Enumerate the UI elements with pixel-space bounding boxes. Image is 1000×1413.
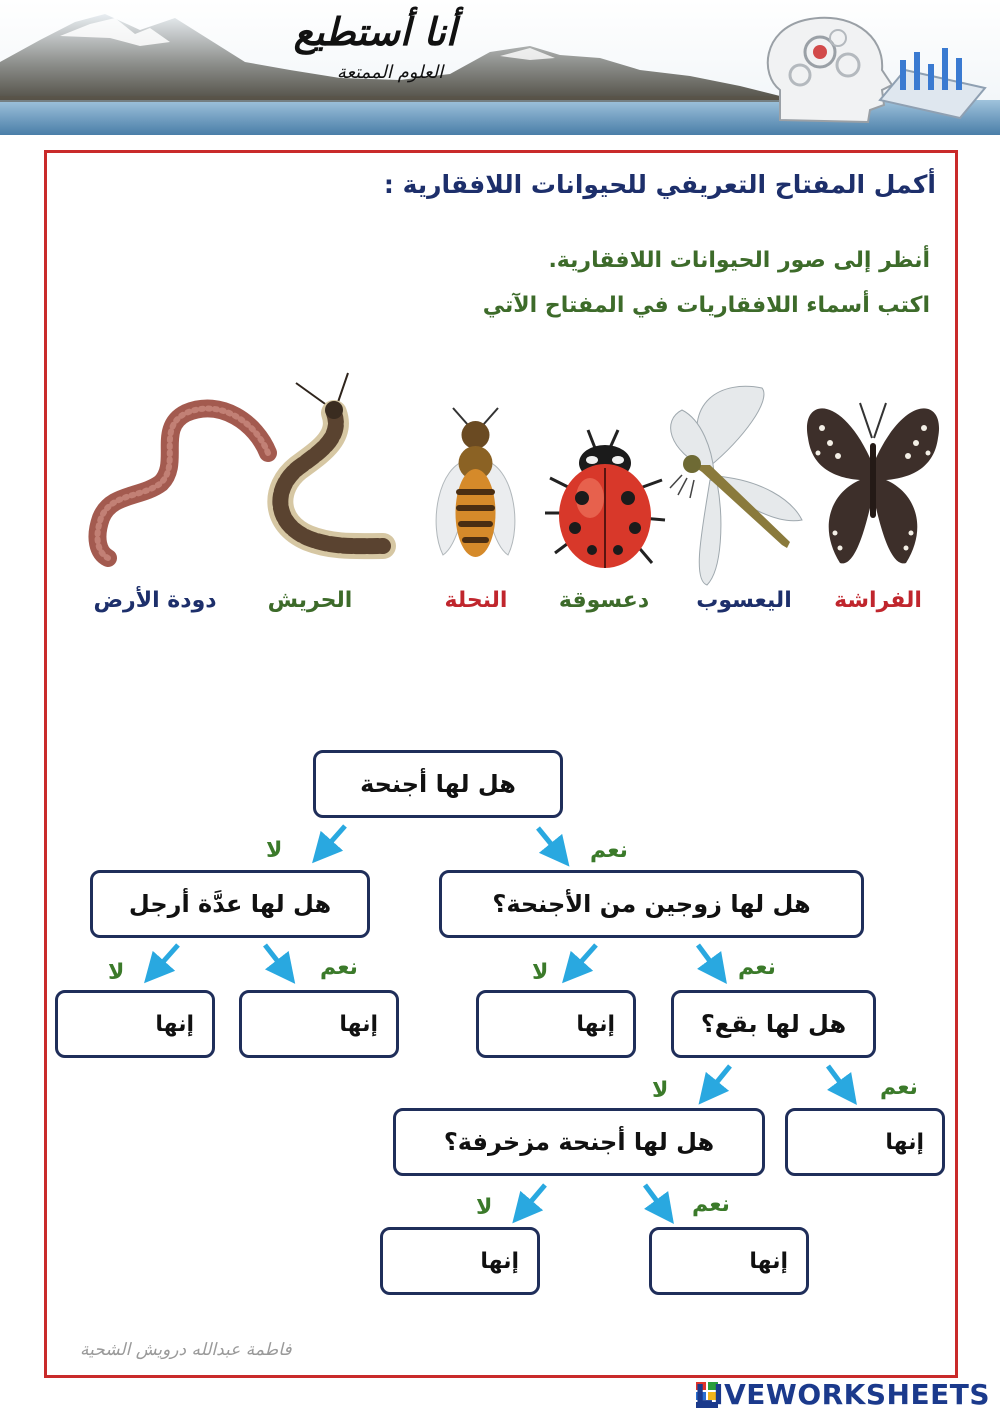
animal-label-bee: النحلة xyxy=(444,588,508,613)
label-no-q3: لا xyxy=(108,960,125,985)
answer-box-q3-no[interactable] xyxy=(55,990,215,1058)
arrow-q1-yes xyxy=(538,828,560,855)
answer-prefix: إنها xyxy=(885,1129,924,1155)
arrow-q5-yes xyxy=(645,1185,665,1212)
label-yes-q5: نعم xyxy=(692,1192,730,1217)
author-signature: فاطمة عبدالله درويش الشحية xyxy=(80,1340,292,1360)
animal-label-dragonfly: اليعسوب xyxy=(696,588,792,613)
task-heading: أكمل المفتاح التعريفي للحيوانات اللافقارية : xyxy=(383,170,936,199)
question-patterned-wings xyxy=(393,1108,765,1176)
label-no-q1: لا xyxy=(266,838,283,863)
label-no-q5: لا xyxy=(476,1195,493,1220)
label-yes-q4: نعم xyxy=(880,1075,918,1100)
arrow-q2-yes xyxy=(698,945,718,972)
instruction-line-1: أنظر إلى صور الحيوانات اللافقارية. xyxy=(548,248,930,273)
question-has-wings xyxy=(313,750,563,818)
animal-label-ladybug: دعسوقة xyxy=(558,588,650,613)
question-has-wings-text: هل لها أجنحة xyxy=(360,770,516,798)
question-two-pairs-wings xyxy=(439,870,864,938)
arrow-q1-no xyxy=(322,826,345,852)
arrow-q3-no xyxy=(154,945,178,972)
label-yes-q2: نعم xyxy=(738,955,776,980)
answer-prefix: إنها xyxy=(576,1011,615,1037)
animal-label-butterfly: الفراشة xyxy=(834,588,922,613)
label-yes-q1: نعم xyxy=(590,838,628,863)
question-many-legs-text: هل لها عدَّة أرجل xyxy=(128,890,332,918)
instruction-line-2: اكتب أسماء اللافقاريات في المفتاح الآتي xyxy=(482,293,930,318)
answer-box-q5-no[interactable] xyxy=(380,1227,540,1295)
question-has-spots-text: هل لها بقع؟ xyxy=(700,1010,847,1038)
page-title: أنا أستطيع xyxy=(293,10,457,54)
answer-prefix: إنها xyxy=(155,1011,194,1037)
answer-box-q5-yes[interactable] xyxy=(649,1227,809,1295)
animal-label-earthworm: دودة الأرض xyxy=(93,588,217,613)
arrow-q5-no xyxy=(522,1185,545,1212)
liveworksheets-brand: LIVEWORKSHEETS xyxy=(694,1378,990,1411)
page-subtitle: العلوم الممتعة xyxy=(336,62,444,83)
label-no-q4: لا xyxy=(652,1078,669,1103)
arrow-q4-no xyxy=(708,1066,730,1093)
answer-box-q2-no[interactable] xyxy=(476,990,636,1058)
answer-box-q4-yes[interactable] xyxy=(785,1108,945,1176)
question-two-pairs-wings-text: هل لها زوجين من الأجنحة؟ xyxy=(492,890,811,918)
question-patterned-wings-text: هل لها أجنحة مزخرفة؟ xyxy=(443,1128,715,1156)
answer-box-q3-yes[interactable] xyxy=(239,990,399,1058)
answer-prefix: إنها xyxy=(480,1248,519,1274)
answer-prefix: إنها xyxy=(339,1011,378,1037)
arrow-q3-yes xyxy=(265,945,286,972)
animal-label-centipede: الحريش xyxy=(267,588,353,613)
label-yes-q3: نعم xyxy=(320,955,358,980)
question-many-legs xyxy=(90,870,370,938)
arrow-q4-yes xyxy=(828,1066,848,1093)
label-no-q2: لا xyxy=(532,960,549,985)
arrow-q2-no xyxy=(572,945,596,972)
question-has-spots xyxy=(671,990,876,1058)
answer-prefix: إنها xyxy=(749,1248,788,1274)
